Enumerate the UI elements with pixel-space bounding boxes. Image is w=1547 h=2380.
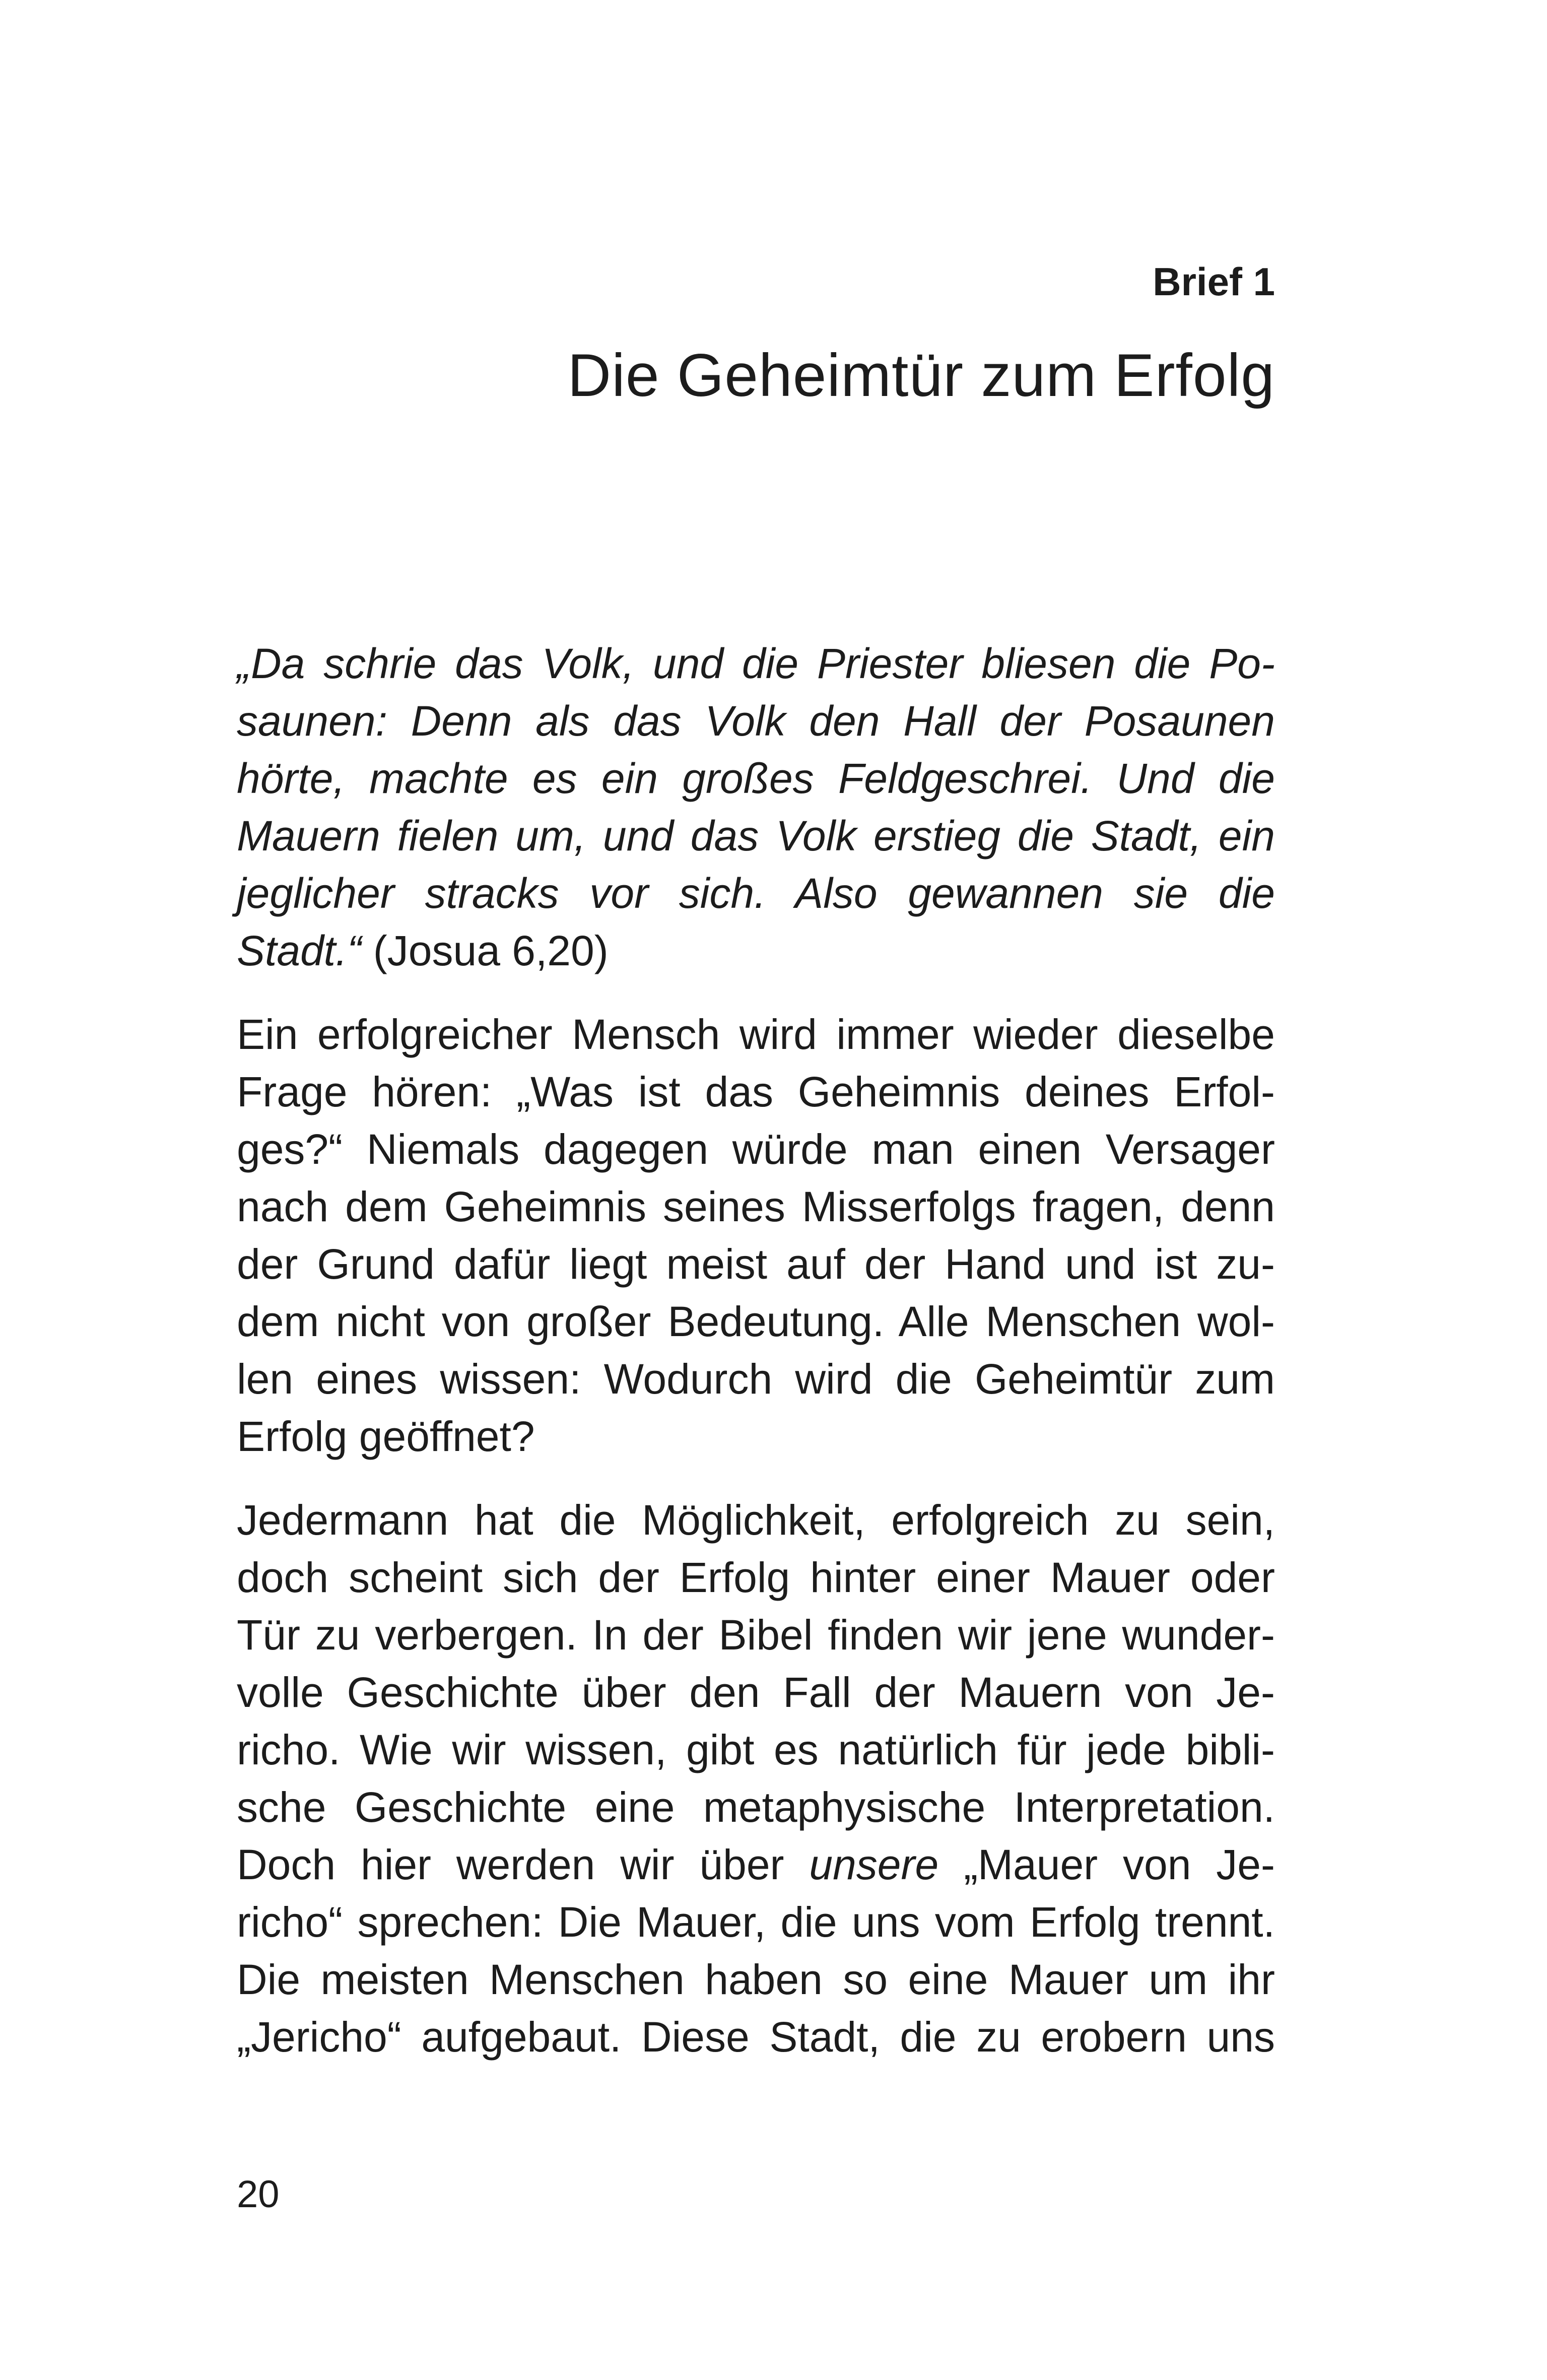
paragraph-line: der Grund dafür liegt meist auf der Hand und ist zu- xyxy=(237,1240,1275,1288)
chapter-title: Die Geheimtür zum Erfolg xyxy=(567,342,1275,409)
paragraph-line: „Jericho“ aufgebaut. Diese Stadt, die zu erobern uns xyxy=(237,2013,1275,2061)
paragraph-line: Jedermann hat die Möglichkeit, erfolgreich zu sein, xyxy=(237,1496,1275,1544)
paragraph-line: Tür zu verbergen. In der Bibel finden wir jene wunder- xyxy=(237,1611,1275,1659)
paragraph-line: richo“ sprechen: Die Mauer, die uns vom Erfolg trennt. xyxy=(237,1898,1275,1946)
page-number: 20 xyxy=(237,2173,280,2216)
paragraph-1 xyxy=(237,1006,1275,1465)
quote-line: „Da schrie das Volk, und die Priester bliesen die Po- xyxy=(237,640,1275,687)
paragraph-line: Erfolg geöffnet? xyxy=(237,1413,535,1460)
bible-quote xyxy=(237,635,1275,979)
quote-line: hörte, machte es ein großes Feldgeschrei. Und die xyxy=(237,755,1275,802)
paragraph-line: sche Geschichte eine metaphysische Interpretation. xyxy=(237,1783,1275,1831)
quote-line: saunen: Denn als das Volk den Hall der Posaunen xyxy=(237,697,1275,745)
body-text xyxy=(237,635,1275,2066)
line-text-after: „Mauer von Je- xyxy=(938,1841,1275,1888)
emphasized-word: unsere xyxy=(809,1841,939,1888)
paragraph-2 xyxy=(237,1491,1275,2066)
quote-line: Mauern fielen um, und das Volk erstieg die Stadt, ein xyxy=(237,812,1275,860)
paragraph-line: dem nicht von großer Bedeutung. Alle Menschen wol- xyxy=(237,1298,1275,1345)
paragraph-line: len eines wissen: Wodurch wird die Geheimtür zum xyxy=(237,1355,1275,1403)
paragraph-line: volle Geschichte über den Fall der Mauern von Je- xyxy=(237,1669,1275,1716)
paragraph-line: Ein erfolgreicher Mensch wird immer wieder dieselbe xyxy=(237,1011,1275,1058)
quote-citation: (Josua 6,20) xyxy=(361,927,609,974)
paragraph-line: richo. Wie wir wissen, gibt es natürlich für jede bibli- xyxy=(237,1726,1275,1773)
paragraph-line: ges?“ Niemals dagegen würde man einen Versager xyxy=(237,1126,1275,1173)
paragraph-line: Die meisten Menschen haben so eine Mauer um ihr xyxy=(237,1956,1275,2003)
paragraph-line: doch scheint sich der Erfolg hinter einer Mauer oder xyxy=(237,1554,1275,1601)
quote-line: jeglicher stracks vor sich. Also gewannen sie die xyxy=(237,870,1275,917)
quote-last-line xyxy=(237,922,1275,979)
line-text-before: Doch hier werden wir über xyxy=(237,1841,810,1888)
quote-end: Stadt.“ xyxy=(237,927,362,974)
chapter-label: Brief 1 xyxy=(1153,259,1275,304)
paragraph-line: Frage hören: „Was ist das Geheimnis deines Erfol- xyxy=(237,1068,1275,1115)
paragraph-line: nach dem Geheimnis seines Misserfolgs fragen, denn xyxy=(237,1183,1275,1230)
paragraph-line-emphasis xyxy=(237,1836,1275,1893)
